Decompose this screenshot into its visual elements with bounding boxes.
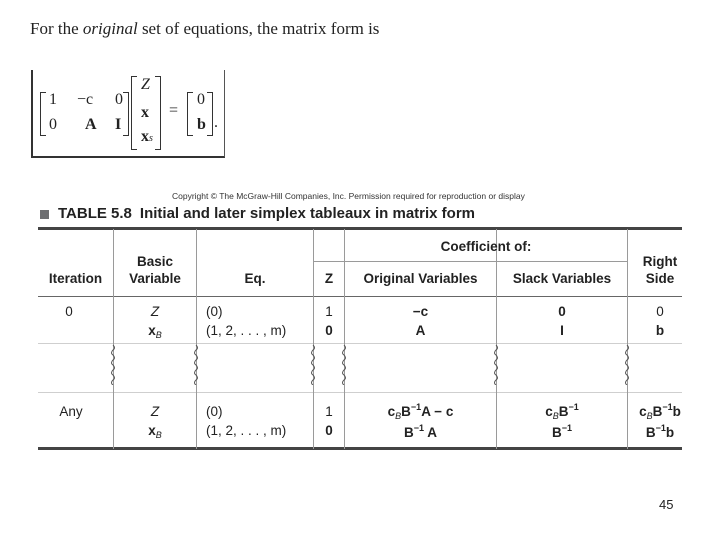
row1-iteration: Any — [59, 404, 83, 419]
header-z: Z — [324, 271, 334, 286]
table-label: TABLE 5.8 — [58, 205, 132, 222]
table-top-rule — [38, 227, 682, 230]
header-coefficient-of: Coefficient of: — [440, 239, 532, 254]
rhs-b: b — [197, 116, 206, 133]
lhs-r1c1: 1 — [49, 91, 57, 108]
header-original-variables: Original Variables — [363, 271, 478, 286]
equals-sign: = — [169, 102, 179, 119]
continuation-squiggle — [624, 345, 630, 385]
row1-original: $c_BB^{-1}A - c$ $B^{-1}$ A — [387, 402, 454, 440]
row-sep-1 — [38, 343, 682, 344]
row0-right: 0 b — [655, 304, 665, 338]
page-number: 45 — [659, 497, 674, 512]
rhs-bracket-close — [207, 92, 213, 136]
table-header-rule — [38, 296, 682, 297]
lhs-r2c2: A — [85, 116, 97, 133]
table-title-text: Initial and later simplex tableaux in matrix form — [139, 205, 476, 222]
equation-period: . — [214, 114, 218, 131]
row0-z: 1 0 — [325, 304, 333, 338]
vector-xs: xs — [141, 128, 153, 145]
header-slack-variables: Slack Variables — [512, 271, 612, 286]
row1-eq: (0) (1, 2, . . . , m) — [206, 404, 287, 438]
col-divider-2 — [196, 229, 197, 449]
title-square-icon — [40, 210, 49, 219]
matrix-equation — [31, 70, 225, 158]
row1-z: 1 0 — [325, 404, 333, 438]
row0-slack: 0 I — [558, 304, 566, 338]
lhs-r1c2: −c — [77, 91, 94, 108]
rhs-0: 0 — [197, 91, 205, 108]
row1-right: $c_BB^{-1}b$ $B^{-1}b$ — [639, 402, 681, 440]
header-basic-variable: Basic Variable — [129, 254, 181, 286]
left-bracket-close — [123, 92, 129, 136]
continuation-squiggle — [341, 345, 347, 385]
row-sep-2 — [38, 392, 682, 393]
lhs-r2c3: I — [115, 116, 122, 133]
left-bracket-open — [40, 92, 46, 136]
header-iteration: Iteration — [48, 271, 103, 286]
copyright-notice: Copyright © The McGraw-Hill Companies, Inc. Permission required for reproduction or display — [172, 191, 525, 201]
continuation-squiggle — [310, 345, 316, 385]
continuation-squiggle — [493, 345, 499, 385]
intro-sentence — [30, 19, 379, 39]
vector-bracket-close — [155, 76, 161, 150]
rhs-bracket-open — [187, 92, 193, 136]
vector-z: Z — [141, 76, 150, 93]
continuation-squiggle — [193, 345, 199, 385]
vector-bracket-open — [131, 76, 137, 150]
lhs-r2c1: 0 — [49, 116, 57, 133]
vector-x: x — [141, 104, 149, 121]
intro-prefix: For the — [30, 19, 79, 38]
table-bottom-rule — [38, 447, 682, 450]
group-header-rule — [313, 261, 627, 262]
row0-iteration: 0 — [65, 304, 73, 319]
header-eq: Eq. — [244, 271, 266, 286]
continuation-squiggle — [110, 345, 116, 385]
intro-emphasis: original — [82, 19, 138, 38]
row1-slack: $c_BB^{-1}$ $B^{-1}$ — [545, 402, 579, 440]
row0-eq: (0) (1, 2, . . . , m) — [206, 304, 287, 338]
table-title — [58, 205, 475, 222]
row0-basic: Z $x_B$ — [148, 304, 162, 340]
row0-original: −c A — [412, 304, 429, 338]
lhs-r1c3: 0 — [115, 91, 123, 108]
row1-basic: Z $x_B$ — [148, 404, 162, 440]
header-right-side: Right Side — [642, 254, 678, 286]
intro-suffix: set of equations, the matrix form is — [141, 19, 380, 38]
